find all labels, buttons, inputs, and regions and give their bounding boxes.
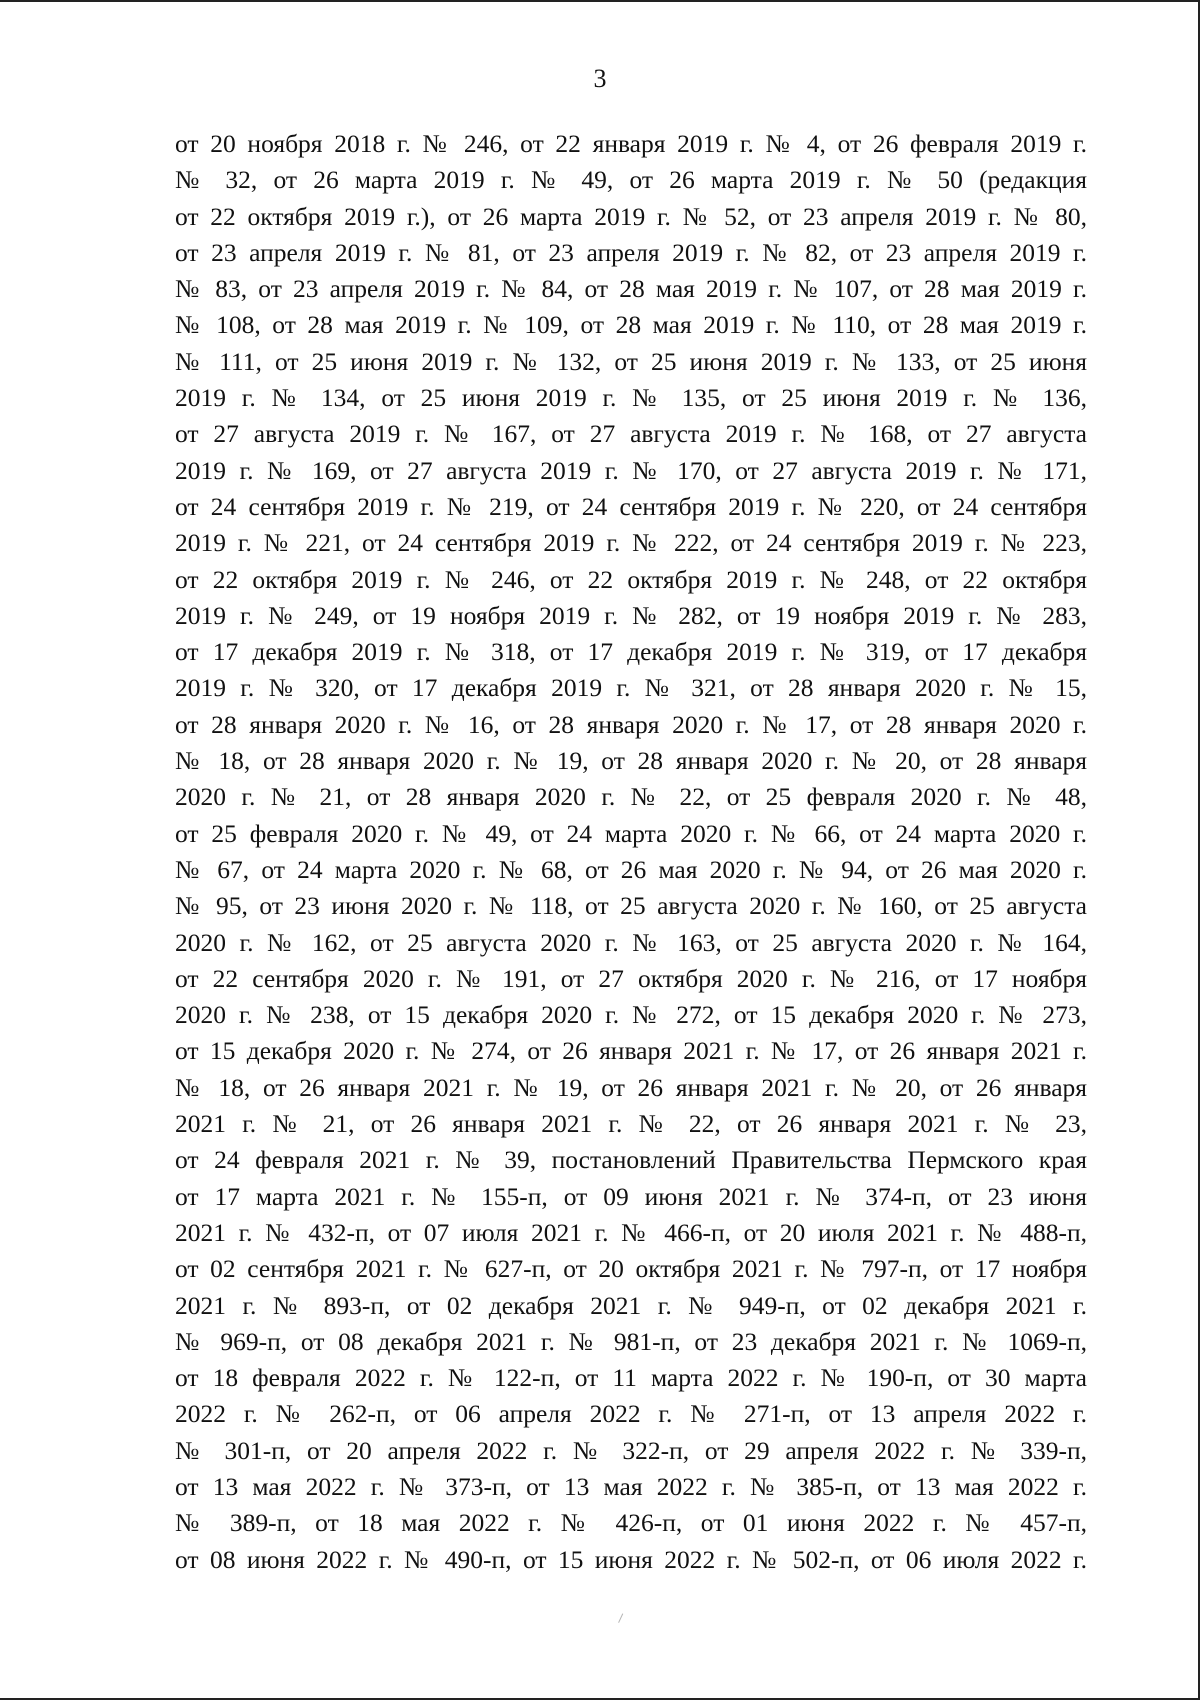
text-line: 2021 г. № 21, от 26 января 2021 г. № 22, от 26 января 2021 г. № 23, <box>175 1109 1087 1139</box>
text-line: от 15 декабря 2020 г. № 274, от 26 января 2021 г. № 17, от 26 января 2021 г. <box>175 1036 1087 1066</box>
text-line: 2019 г. № 169, от 27 августа 2019 г. № 170, от 27 августа 2019 г. № 171, <box>175 455 1087 485</box>
page-number: 3 <box>593 64 607 93</box>
text-line: № 18, от 26 января 2021 г. № 19, от 26 января 2021 г. № 20, от 26 января <box>175 1072 1087 1102</box>
text-line: от 08 июня 2022 г. № 490-п, от 15 июня 2022 г. № 502-п, от 06 июля 2022 г. <box>175 1544 1087 1574</box>
text-line: от 22 октября 2019 г. № 246, от 22 октября 2019 г. № 248, от 22 октября <box>175 564 1087 594</box>
text-line: от 17 декабря 2019 г. № 318, от 17 декабря 2019 г. № 319, от 17 декабря <box>175 637 1087 667</box>
text-line: от 02 сентября 2021 г. № 627-п, от 20 октября 2021 г. № 797-п, от 17 ноября <box>175 1254 1087 1284</box>
text-line: № 18, от 28 января 2020 г. № 19, от 28 января 2020 г. № 20, от 28 января <box>175 746 1087 776</box>
text-line: от 22 октября 2019 г.), от 26 марта 2019 г. № 52, от 23 апреля 2019 г. № 80, <box>175 201 1087 231</box>
text-line: № 95, от 23 июня 2020 г. № 118, от 25 августа 2020 г. № 160, от 25 августа <box>175 891 1087 921</box>
text-line: 2020 г. № 21, от 28 января 2020 г. № 22, от 25 февраля 2020 г. № 48, <box>175 782 1087 812</box>
text-line: от 23 апреля 2019 г. № 81, от 23 апреля 2019 г. № 82, от 23 апреля 2019 г. <box>175 237 1087 267</box>
text-line: 2021 г. № 893-п, от 02 декабря 2021 г. № 949-п, от 02 декабря 2021 г. <box>175 1290 1087 1320</box>
text-line: 2019 г. № 221, от 24 сентября 2019 г. № 222, от 24 сентября 2019 г. № 223, <box>175 528 1087 558</box>
text-line: 2020 г. № 238, от 15 декабря 2020 г. № 272, от 15 декабря 2020 г. № 273, <box>175 1000 1087 1030</box>
text-line: № 108, от 28 мая 2019 г. № 109, от 28 мая 2019 г. № 110, от 28 мая 2019 г. <box>175 310 1087 340</box>
text-line: 2022 г. № 262-п, от 06 апреля 2022 г. № 271-п, от 13 апреля 2022 г. <box>175 1399 1087 1429</box>
text-line: от 22 сентября 2020 г. № 191, от 27 октября 2020 г. № 216, от 17 ноября <box>175 963 1087 993</box>
text-line: № 67, от 24 марта 2020 г. № 68, от 26 мая 2020 г. № 94, от 26 мая 2020 г. <box>175 854 1087 884</box>
text-line: 2021 г. № 432-п, от 07 июля 2021 г. № 466-п, от 20 июля 2021 г. № 488-п, <box>175 1217 1087 1247</box>
text-line: от 20 ноября 2018 г. № 246, от 22 января 2019 г. № 4, от 26 февраля 2019 г. <box>175 129 1087 158</box>
text-line: № 969-п, от 08 декабря 2021 г. № 981-п, от 23 декабря 2021 г. № 1069-п, <box>175 1326 1087 1356</box>
text-line: от 13 мая 2022 г. № 373-п, от 13 мая 2022 г. № 385-п, от 13 мая 2022 г. <box>175 1471 1087 1501</box>
text-line: от 28 января 2020 г. № 16, от 28 января 2020 г. № 17, от 28 января 2020 г. <box>175 709 1087 739</box>
text-line: от 24 февраля 2021 г. № 39, постановлений Правительства Пермского края <box>175 1145 1087 1175</box>
text-line: 2019 г. № 320, от 17 декабря 2019 г. № 321, от 28 января 2020 г. № 15, <box>175 673 1087 703</box>
text-line: № 389-п, от 18 мая 2022 г. № 426-п, от 01 июня 2022 г. № 457-п, <box>175 1508 1087 1538</box>
text-line: от 27 августа 2019 г. № 167, от 27 августа 2019 г. № 168, от 27 августа <box>175 419 1087 449</box>
document-body-text <box>175 126 1087 1578</box>
text-line: от 24 сентября 2019 г. № 219, от 24 сентября 2019 г. № 220, от 24 сентября <box>175 491 1087 521</box>
text-line: № 111, от 25 июня 2019 г. № 132, от 25 июня 2019 г. № 133, от 25 июня <box>175 346 1087 376</box>
text-line: № 83, от 23 апреля 2019 г. № 84, от 28 мая 2019 г. № 107, от 28 мая 2019 г. <box>175 274 1087 304</box>
text-line: от 17 марта 2021 г. № 155-п, от 09 июня 2021 г. № 374-п, от 23 июня <box>175 1181 1087 1211</box>
text-line: № 32, от 26 марта 2019 г. № 49, от 26 марта 2019 г. № 50 (редакция <box>175 165 1087 195</box>
text-line: от 18 февраля 2022 г. № 122-п, от 11 марта 2022 г. № 190-п, от 30 марта <box>175 1363 1087 1393</box>
text-line: 2020 г. № 162, от 25 августа 2020 г. № 163, от 25 августа 2020 г. № 164, <box>175 927 1087 957</box>
text-line: 2019 г. № 249, от 19 ноября 2019 г. № 282, от 19 ноября 2019 г. № 283, <box>175 600 1087 630</box>
scan-artifact-mark <box>618 1613 627 1624</box>
text-line: 2019 г. № 134, от 25 июня 2019 г. № 135, от 25 июня 2019 г. № 136, <box>175 383 1087 413</box>
text-line: № 301-п, от 20 апреля 2022 г. № 322-п, от 29 апреля 2022 г. № 339-п, <box>175 1435 1087 1465</box>
text-line: от 25 февраля 2020 г. № 49, от 24 марта 2020 г. № 66, от 24 марта 2020 г. <box>175 818 1087 848</box>
